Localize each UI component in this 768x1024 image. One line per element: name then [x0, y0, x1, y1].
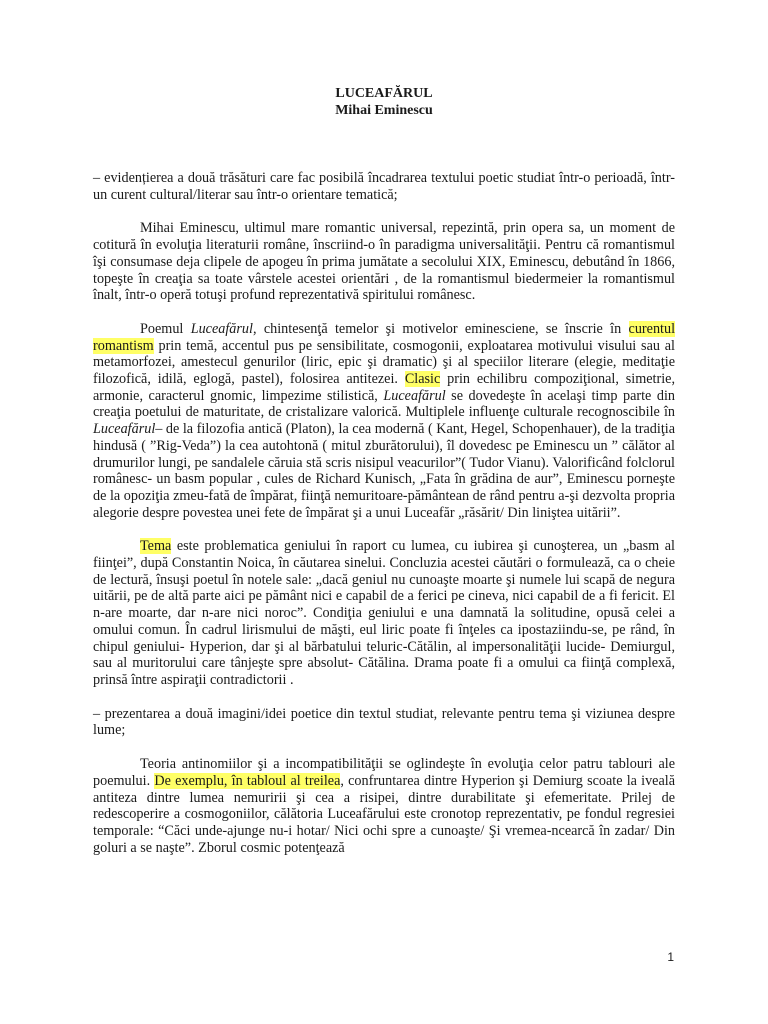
document-title: LUCEAFĂRUL [335, 86, 433, 101]
document-body [93, 170, 675, 873]
document-author: Mihai Eminescu [335, 103, 433, 118]
paragraph-5: – prezentarea a două imagini/idei poetice din textul studiat, relevante pentru tema şi viziunea despre lume; [93, 705, 675, 739]
highlight-clasic: Clasic [404, 371, 441, 388]
paragraph-1: – evidențierea a două trăsături care fac posibilă încadrarea textului poetic studiat într-o perioadă, într-un curent cultural/literar sau într-o orientare tematică; [93, 170, 675, 203]
paragraph-2: Mihai Eminescu, ultimul mare romantic universal, repezintă, prin opera sa, un moment de cotitură în evoluţia literaturii române, înscriind-o în paradigma universalităţii. Pentru că romantismul îşi consumase deja clipele de apogeu în prima jumătate a secolului XIX, Eminescu, debutând în 1866, topeşte în creaţia sa toate vârstele acestei orientări , de la romantismul biedermeier la romantismul înalt, într-o operă totuşi profund reprezentativă spiritului românesc. [93, 220, 675, 304]
p3-italic-title: Luceafărul [190, 320, 253, 337]
p3-text: prin echilibru compoziţional, simetrie, armonie, caracterul gnomic, limpezime stilistică, [93, 371, 675, 404]
highlight-tema: Tema [140, 538, 172, 555]
p6-text: , confruntarea dintre Hyperion şi Demiurg scoate la iveală antiteza dintre lumea nemuririi şi cea a risipei, dintre durabilitate şi efemeritate. Prilej de redescoperire a cosmogoniilor, călătoria Luceafărului este cronotop reprezentativ, pe fondul regresiei temporale: “Căci unde-ajunge nu-i hotar/ Nici ochi spre a cunoaşte/ Şi vremea-ncearcă în zadar/ Din goluri a se naşte”. Zborul cosmic potenţează [93, 772, 676, 856]
paragraph-3 [93, 321, 675, 521]
p3-italic-title: Luceafărul [93, 421, 156, 438]
document-header [0, 85, 768, 119]
paragraph-4 [93, 538, 675, 688]
p6-text: Teoria antinomiilor şi a incompatibilităţii se oglindeşte în evoluţia celor patru tablouri ale poemului. [93, 756, 675, 789]
highlight-romantism: curentul romantism [93, 320, 676, 354]
paragraph-6 [93, 756, 675, 856]
highlight-tablou-trei: De exemplu, în tabloul al treilea [154, 772, 341, 789]
p4-text: este problematica geniului în raport cu lumea, cu iubirea şi cunoşterea, un „basm al fiinţei”, după Constantin Noica, în căutarea sinelui. Concluzia acestei căutări o formulează, ca o cheie de lectură, însuşi poetul în notele sale: „dacă geniul nu cunoaşte moarte şi numele lui scapă de negura uitării, pe de altă parte aici pe pământ nici e capabil de a ferici pe cineva, nici capabil de a fi fericit. El n-are moarte, dar n-are nici noroc”. Condiţia geniului e una damnată la solitudine, opusă celei a omului comun. În cadrul lirismului de măşti, eul liric poate fi înţeles ca ipostaziindu-se, pe rând, în chipul geniului- Hyperion, dar şi al bărbatului teluric-Cătălin, al impersonalităţii lucide- Demiurgul, sau al muritorului care tânjeşte spre absolut- Cătălina. Drama poate fi a omului ca fiinţă complexă, prinsă între aspiraţii contradictorii . [93, 538, 675, 688]
p3-text: se dovedeşte în acelaşi timp parte din creaţia poetului de maturitate, de cristalizare valorică. Multiplele influenţe culturale recognoscibile în [93, 387, 675, 421]
p3-text: , chintesenţă temelor şi motivelor eminesciene, se înscrie în [252, 320, 629, 337]
p3-text: prin temă, accentul pus pe sensibilitate, cosmogonii, exploatarea motivului visului sau al metamorfozei, amestecul genurilor (liric, epic şi dramatic) şi al speciilor literare (elegie, meditaţie filozofică, idilă, eglogă, pastel), folosirea antitezei. [93, 337, 675, 388]
p3-text: Poemul [140, 320, 191, 337]
p3-text: – de la filozofia antică (Platon), la cea modernă ( Kant, Hegel, Schopenhauer), de la tradiţia hindusă ( ”Rig-Veda”) la cea autohtonă ( mitul zburătorului), îl dovedesc pe Eminescu un ” călător al drumurilor lungi, pe sandalele căruia stă scris nisipul veacurilor”( Tudor Vianu). Valorificând folclorul românesc- un basm popular , cules de Richard Kunisch, „Fata în grădina de aur”, Eminescu porneşte de la opoziţia zmeu-fată de împărat, fiinţă nemuritoare-pământean de rând pentru a-şi dezvolta propria alegorie despre povestea unei fete de împărat şi a unui Luceafăr „răsărit/ Din liniştea uitării”. [93, 421, 675, 521]
page-number: 1 [667, 950, 674, 964]
p3-italic-title: Luceafărul [383, 387, 446, 404]
